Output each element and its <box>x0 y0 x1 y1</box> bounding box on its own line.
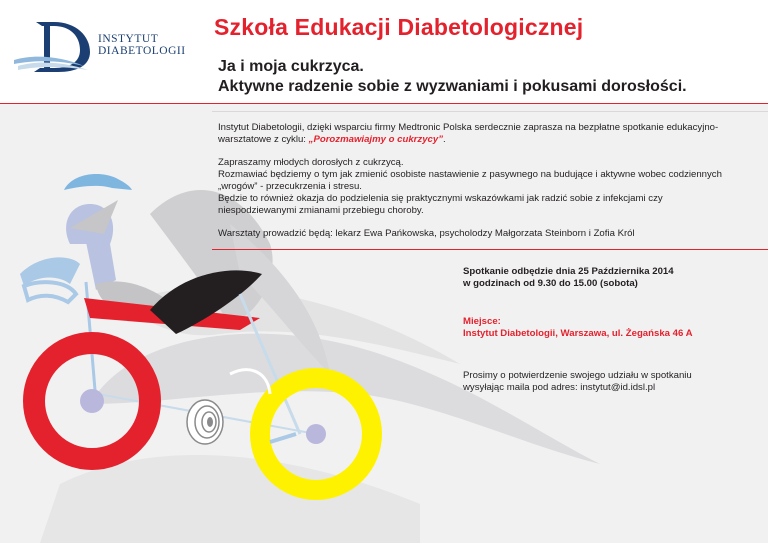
intro-paragraph: Instytut Diabetologii, dzięki wsparciu firmy Medtronic Polska serdecznie zaprasza na bezpłatne spotkanie edukacyjno-warsztatowe z cyklu: „Porozmawiajmy o cukrzycy”. <box>218 122 719 145</box>
opportunity-line: Będzie to również okazja do podzielenia się praktycznymi wskazówkami jak radzić sobie z infekcjami czy niespodziewanymi zmianami przebiegu choroby. <box>218 192 663 216</box>
subtitle-line2: Aktywne radzenie sobie z wyzwaniami i pokusami dorosłości. <box>218 78 687 95</box>
invitation-text <box>218 122 738 240</box>
topic-line: Rozmawiać będziemy o tym jak zmienić osobiste nastawienie z pasywnego na budujące i aktywne wobec codziennych „wrogów” - przecukrzenia i stresu. <box>218 169 722 192</box>
text-top-divider <box>212 111 768 112</box>
subtitle-line1: Ja i moja cukrzyca. <box>218 58 364 75</box>
logo-line1: INSTYTUT <box>98 33 159 45</box>
meeting-date: Spotkanie odbędzie dnia 25 Października 2014 <box>463 266 674 277</box>
page-subtitle <box>218 57 687 97</box>
logo-text <box>98 34 186 57</box>
rsvp-line2: wysyłając maila pod adres: instytut@id.idsl.pl <box>463 382 656 393</box>
logo-line2: DIABETOLOGII <box>98 44 186 57</box>
meeting-hours: w godzinach od 9.30 do 15.00 (sobota) <box>463 278 638 289</box>
meeting-details <box>463 266 674 290</box>
audience-line: Zapraszamy młodych dorosłych z cukrzycą. <box>218 157 404 169</box>
rsvp-line1: Prosimy o potwierdzenie swojego udziału w spotkaniu <box>463 370 692 381</box>
rsvp-details <box>463 370 692 394</box>
venue-label: Miejsce: <box>463 316 501 327</box>
venue-address: Instytut Diabetologii, Warszawa, ul. Żegańska 46 A <box>463 328 693 339</box>
series-name: „Porozmawiajmy o cukrzycy” <box>308 133 444 145</box>
leaders-line: Warsztaty prowadzić będą: lekarz Ewa Pańkowska, psycholodzy Małgorzata Steinborn i Zofia Król <box>218 228 635 240</box>
venue-details <box>463 316 693 340</box>
header <box>0 0 768 100</box>
text-bottom-divider <box>212 249 768 250</box>
page-title: Szkoła Edukacji Diabetologicznej <box>214 14 584 40</box>
cap-icon <box>64 174 132 190</box>
gear-cassette <box>187 400 223 444</box>
